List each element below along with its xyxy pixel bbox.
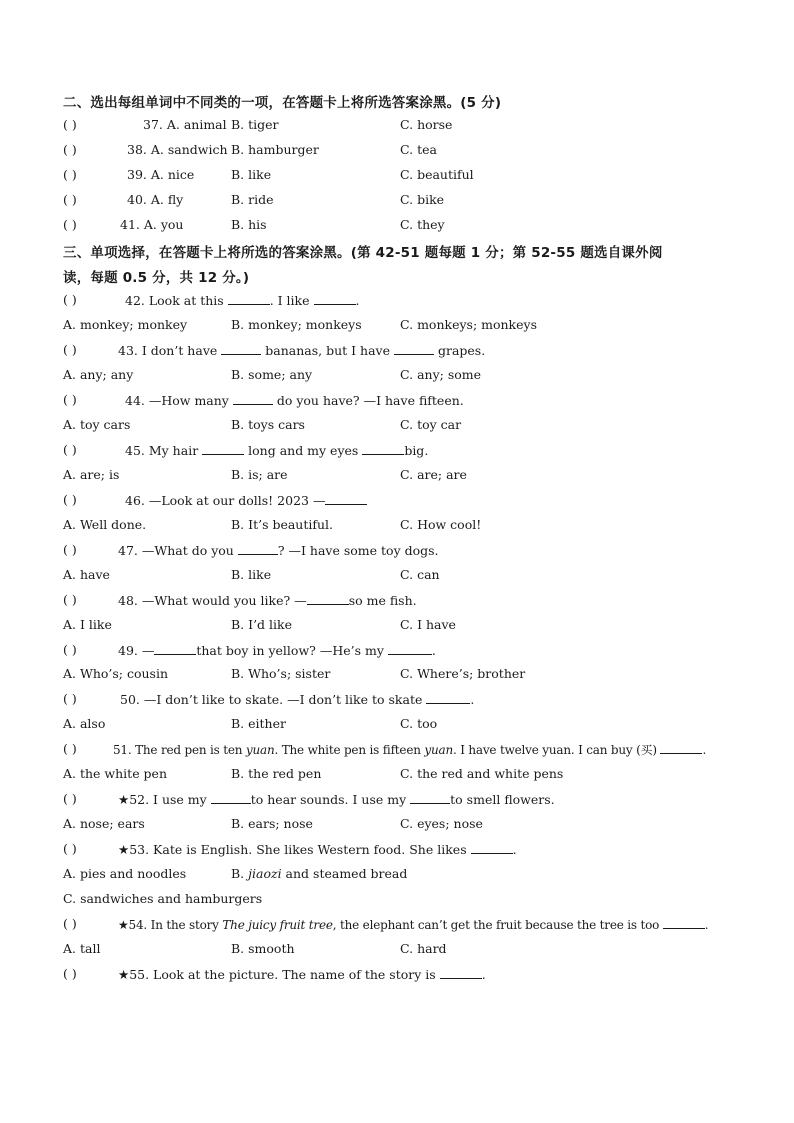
- answer-paren[interactable]: ( ): [63, 542, 77, 557]
- option-b: B. some; any: [231, 367, 313, 382]
- option-b: B. ears; nose: [231, 816, 313, 831]
- option-c: C. Where’s; brother: [400, 666, 526, 681]
- option-a: A. the white pen: [63, 766, 168, 781]
- option-c: C. too: [400, 716, 438, 731]
- option-c: C. they: [400, 217, 445, 232]
- blank[interactable]: [238, 542, 278, 555]
- option-a: 40. A. fly: [127, 192, 184, 207]
- answer-paren[interactable]: ( ): [63, 167, 77, 182]
- answer-paren[interactable]: ( ): [63, 192, 77, 207]
- answer-paren[interactable]: ( ): [63, 142, 77, 157]
- question-text: 45. My hair long and my eyes big.: [125, 443, 429, 458]
- option-a: 41. A. you: [120, 217, 184, 232]
- option-c: C. beautiful: [400, 167, 474, 182]
- question-text: 43. I don’t have bananas, but I have grapes.: [118, 343, 486, 358]
- answer-paren[interactable]: ( ): [63, 392, 77, 407]
- blank[interactable]: [221, 342, 261, 355]
- section-2-title: 二、选出每组单词中不同类的一项，在答题卡上将所选答案涂黑。(5 分): [63, 95, 502, 111]
- answer-paren[interactable]: ( ): [63, 791, 77, 806]
- option-a: A. I like: [63, 617, 112, 632]
- blank[interactable]: [471, 841, 513, 854]
- option-b: B. monkey; monkeys: [231, 317, 362, 332]
- option-b: B. smooth: [231, 941, 295, 956]
- question-text: ★53. Kate is English. She likes Western food. She likes .: [118, 842, 517, 857]
- option-b: B. tiger: [231, 117, 279, 132]
- option-c: C. toy car: [400, 417, 462, 432]
- answer-paren[interactable]: ( ): [63, 691, 77, 706]
- option-c: C. hard: [400, 941, 447, 956]
- question-text: 47. —What do you ? —I have some toy dogs.: [118, 543, 439, 558]
- option-b: B. the red pen: [231, 766, 322, 781]
- answer-paren[interactable]: ( ): [63, 292, 77, 307]
- option-a: A. are; is: [63, 467, 120, 482]
- question-text: 48. —What would you like? — so me fish.: [118, 593, 417, 608]
- option-a: A. toy cars: [63, 417, 131, 432]
- option-a: 37. A. animal: [143, 117, 227, 132]
- option-c: C. tea: [400, 142, 437, 157]
- blank[interactable]: [660, 741, 702, 754]
- blank[interactable]: [228, 292, 270, 305]
- option-a: 38. A. sandwich: [127, 142, 228, 157]
- option-b: B. like: [231, 567, 272, 582]
- answer-paren[interactable]: ( ): [63, 117, 77, 132]
- answer-paren[interactable]: ( ): [63, 342, 77, 357]
- option-b: B. like: [231, 167, 272, 182]
- question-text: 51. The red pen is ten yuan. The white pen is fifteen yuan. I have twelve yuan. I can buy (买) .: [113, 743, 707, 757]
- blank[interactable]: [362, 442, 404, 455]
- option-b: B. I’d like: [231, 617, 292, 632]
- answer-paren[interactable]: ( ): [63, 841, 77, 856]
- option-c: C. horse: [400, 117, 453, 132]
- blank[interactable]: [233, 392, 273, 405]
- blank[interactable]: [426, 691, 470, 704]
- option-b: B. Who’s; sister: [231, 666, 331, 681]
- option-c: C. any; some: [400, 367, 482, 382]
- question-text: 42. Look at this . I like .: [125, 293, 360, 308]
- option-a: A. tall: [63, 941, 101, 956]
- option-c: C. the red and white pens: [400, 766, 564, 781]
- option-b: B. It’s beautiful.: [231, 517, 334, 532]
- option-b: B. either: [231, 716, 286, 731]
- option-c: C. bike: [400, 192, 445, 207]
- answer-paren[interactable]: ( ): [63, 442, 77, 457]
- blank[interactable]: [410, 791, 450, 804]
- blank[interactable]: [314, 292, 356, 305]
- option-c: C. are; are: [400, 467, 467, 482]
- answer-paren[interactable]: ( ): [63, 966, 77, 981]
- section-3-title-line1: 三、单项选择，在答题卡上将所选的答案涂黑。(第 42-51 题每题 1 分；第 52-55 题选自课外阅: [63, 245, 663, 261]
- option-a: A. also: [63, 716, 106, 731]
- blank[interactable]: [154, 642, 196, 655]
- question-text: 44. —How many do you have? —I have fifteen.: [125, 393, 464, 408]
- question-text: 49. — that boy in yellow? —He’s my .: [118, 643, 436, 658]
- option-b: B. his: [231, 217, 267, 232]
- option-b: B. hamburger: [231, 142, 319, 157]
- option-c: C. I have: [400, 617, 456, 632]
- option-b: B. ride: [231, 192, 274, 207]
- option-a: A. have: [63, 567, 110, 582]
- question-text: 50. —I don’t like to skate. —I don’t like to skate .: [120, 692, 475, 707]
- option-a: 39. A. nice: [127, 167, 195, 182]
- blank[interactable]: [325, 492, 367, 505]
- section-3-title-line2: 读，每题 0.5 分，共 12 分。): [63, 270, 250, 286]
- option-c: C. sandwiches and hamburgers: [63, 891, 263, 906]
- option-a: A. nose; ears: [63, 816, 145, 831]
- blank[interactable]: [440, 966, 482, 979]
- blank[interactable]: [307, 592, 349, 605]
- option-a: A. Well done.: [63, 517, 147, 532]
- question-text: ★55. Look at the picture. The name of the story is .: [118, 967, 486, 982]
- option-b: B. is; are: [231, 467, 288, 482]
- blank[interactable]: [388, 642, 432, 655]
- answer-paren[interactable]: ( ): [63, 741, 77, 756]
- answer-paren[interactable]: ( ): [63, 217, 77, 232]
- answer-paren[interactable]: ( ): [63, 492, 77, 507]
- question-text: ★52. I use my to hear sounds. I use my to smell flowers.: [118, 792, 555, 807]
- answer-paren[interactable]: ( ): [63, 592, 77, 607]
- option-c: C. monkeys; monkeys: [400, 317, 538, 332]
- option-b: B. jiaozi and steamed bread: [231, 866, 408, 881]
- blank[interactable]: [211, 791, 251, 804]
- blank[interactable]: [394, 342, 434, 355]
- option-a: A. pies and noodles: [63, 866, 187, 881]
- question-text: 46. —Look at our dolls! 2023 —: [125, 492, 367, 508]
- option-b: B. toys cars: [231, 417, 305, 432]
- option-a: A. Who’s; cousin: [63, 666, 169, 681]
- option-a: A. any; any: [63, 367, 134, 382]
- blank[interactable]: [663, 916, 705, 929]
- answer-paren[interactable]: ( ): [63, 642, 77, 657]
- answer-paren[interactable]: ( ): [63, 916, 77, 931]
- question-text: ★54. In the story The juicy fruit tree, the elephant can’t get the fruit because the tree is too .: [118, 918, 709, 932]
- option-c: C. eyes; nose: [400, 816, 483, 831]
- option-c: C. How cool!: [400, 517, 482, 532]
- option-c: C. can: [400, 567, 440, 582]
- blank[interactable]: [202, 442, 244, 455]
- option-a: A. monkey; monkey: [63, 317, 188, 332]
